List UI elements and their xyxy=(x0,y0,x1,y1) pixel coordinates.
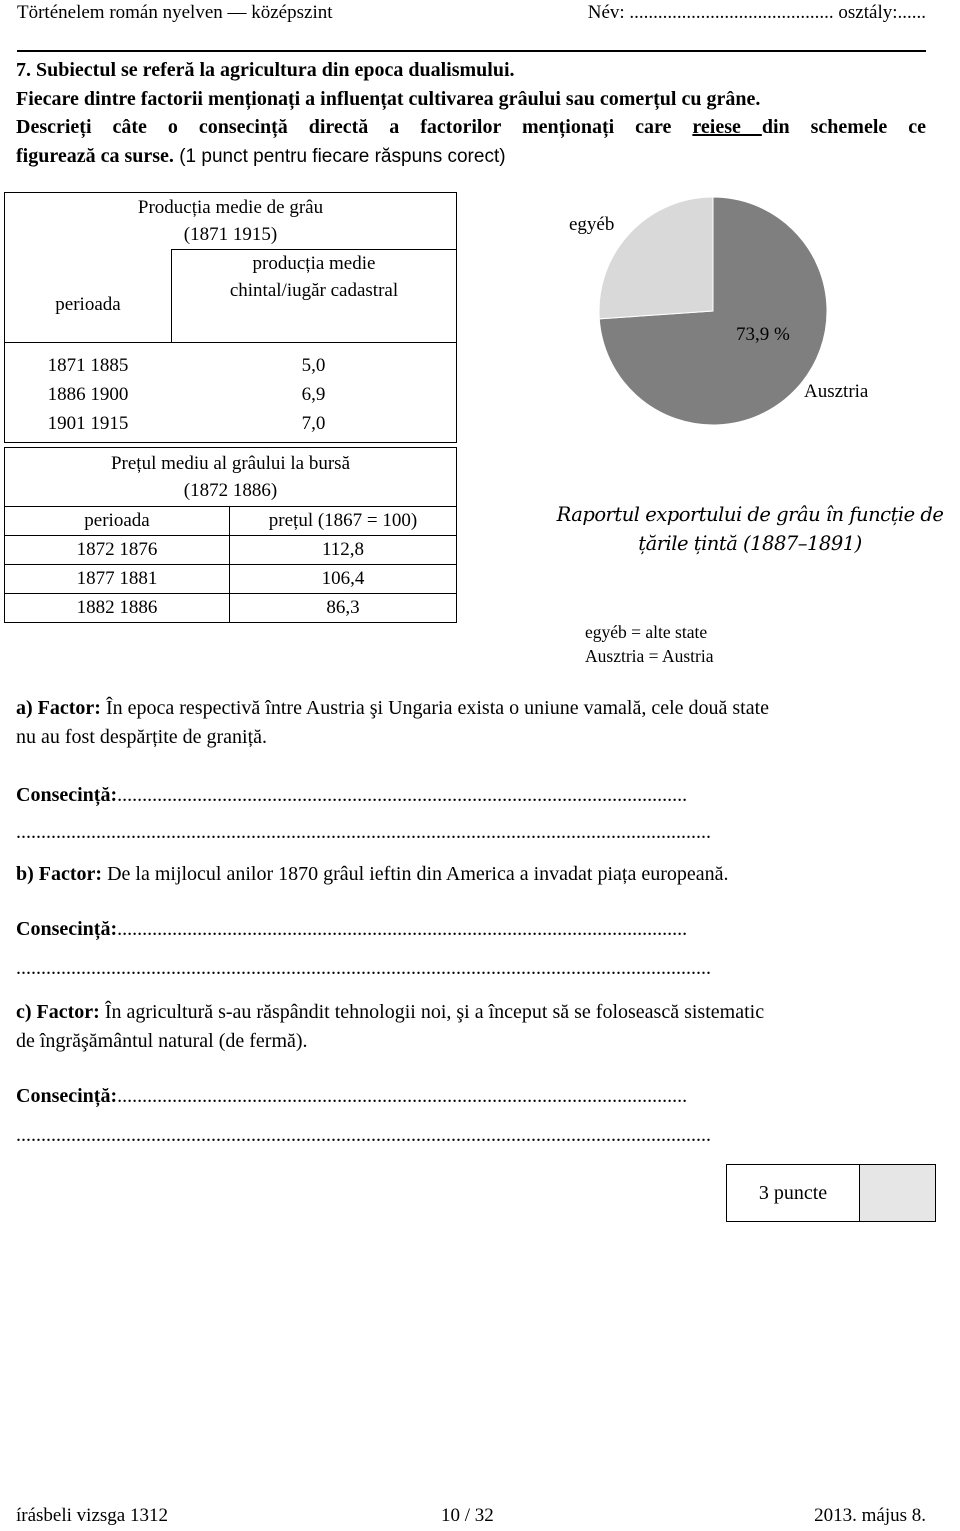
consequence-c-line-1[interactable]: .................................................................................................................. xyxy=(117,1085,688,1107)
consequence-c-line-2[interactable]: ........................................................................................................................................... xyxy=(16,1124,711,1146)
table-row: 1877 1881 106,4 xyxy=(5,565,457,594)
table-row: 1871 1885 5,0 xyxy=(47,354,326,376)
pie-slice-egyeb xyxy=(599,197,713,319)
question-title: 7. Subiectul se referă la agricultura din epoca dualismului. xyxy=(16,59,515,81)
table1-col-yield: producția medie chintal/iugăr cadastral xyxy=(172,250,457,343)
table1-title-cell: Producția medie de grâu (1871 1915) xyxy=(5,193,457,250)
table2-col-price: prețul (1867 = 100) xyxy=(230,507,457,536)
table1-body xyxy=(5,342,457,442)
table-row: 1872 1876 112,8 xyxy=(5,536,457,565)
consequence-c: Consecință:.................................................................................................................. xyxy=(16,1085,688,1107)
page-header xyxy=(0,0,960,36)
pie-svg xyxy=(598,196,828,426)
pie-label-ausztria: Ausztria xyxy=(804,381,869,402)
score-label: 3 puncte xyxy=(727,1165,860,1221)
header-subject: Történelem román nyelven — középszint xyxy=(17,2,333,23)
consequence-a-line-1[interactable]: .................................................................................................................. xyxy=(117,784,688,806)
answer-c: c) Factor: În agricultură s-au răspândit tehnologii noi, şi a început să se folosească sistematic de îngrăşământul natural (de fermă). xyxy=(16,1001,765,1052)
table2-col-period: perioada xyxy=(5,507,230,536)
table-row: 1882 1886 86,3 xyxy=(5,594,457,623)
wheat-price-table xyxy=(4,447,457,623)
chart-legend: egyéb = alte state Ausztria = Austria xyxy=(585,622,714,666)
chart-caption: Raportul exportului de grâu în funcție de țările țintă (1887–1891) xyxy=(556,503,944,555)
header-name-class: Név: ........................................... osztály:...... xyxy=(587,2,926,23)
footer-date: 2013. május 8. xyxy=(814,1505,926,1526)
answer-a: a) Factor: În epoca respectivă între Austria şi Ungaria exista o uniune vamală, cele două state nu au fost despărțite de graniță. xyxy=(16,697,770,748)
question-line-3: Descrieți câte o consecință directă a factorilor menționați care reiese din schemele ce xyxy=(16,116,926,138)
answer-b: b) Factor: De la mijlocul anilor 1870 grâul ieftin din America a invadat piața europeană. xyxy=(16,863,729,885)
wheat-yield-table xyxy=(4,192,457,443)
consequence-b: Consecință:.................................................................................................................. xyxy=(16,918,688,940)
table-row: 1886 1900 6,9 xyxy=(47,383,326,405)
pie-value-label-ausztria: 73,9 % xyxy=(736,324,790,345)
consequence-a-line-2[interactable]: ........................................................................................................................................... xyxy=(16,821,711,843)
question-block xyxy=(16,56,926,171)
question-line-4: figurează ca surse. (1 punct pentru fiecare răspuns corect) xyxy=(16,144,506,167)
consequence-a: Consecință:.................................................................................................................. xyxy=(16,784,688,806)
consequence-b-line-1[interactable]: .................................................................................................................. xyxy=(117,918,688,940)
export-pie-chart xyxy=(598,196,828,426)
pie-label-egyeb: egyéb xyxy=(569,214,615,235)
consequence-b-line-2[interactable]: ........................................................................................................................................... xyxy=(16,957,711,979)
footer-exam-code: írásbeli vizsga 1312 xyxy=(16,1505,168,1526)
table-row: 1901 1915 7,0 xyxy=(47,412,326,434)
score-entry-field[interactable] xyxy=(860,1165,935,1221)
footer-page-number: 10 / 32 xyxy=(441,1505,494,1526)
header-rule xyxy=(17,50,926,52)
score-box xyxy=(726,1164,936,1222)
table2-title-cell: Prețul mediu al grâului la bursă (1872 1886) xyxy=(5,448,457,507)
question-line-2: Fiecare dintre factorii menționați a influențat cultivarea grâului sau comerțul cu grâne. xyxy=(16,87,761,110)
table1-col-period: perioada xyxy=(5,250,172,343)
